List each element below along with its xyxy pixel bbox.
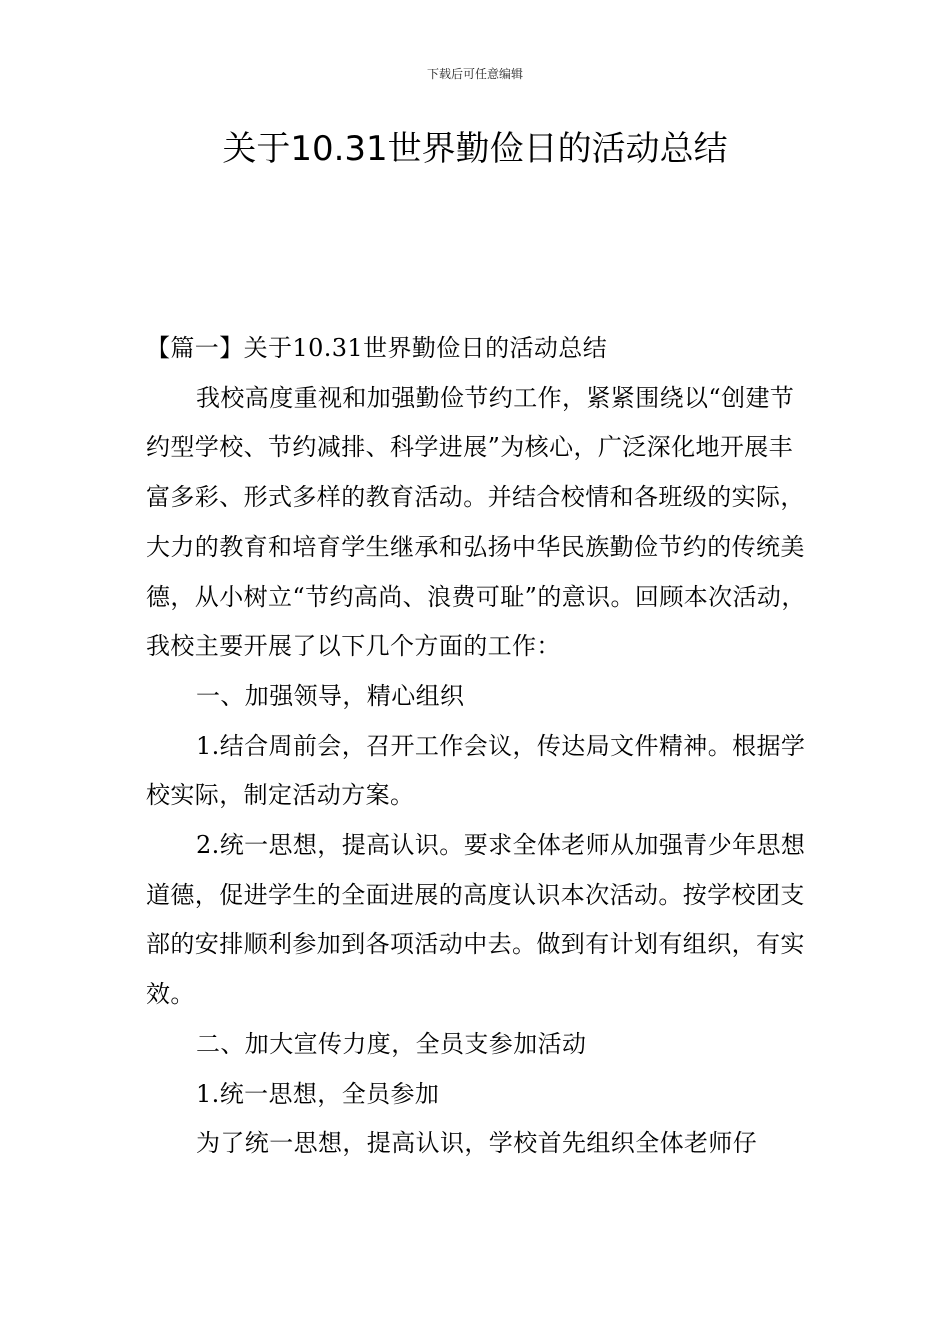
- paragraph: 1.统一思想，全员参加: [196, 1079, 440, 1108]
- document-body: [146, 324, 806, 1169]
- section-heading: 二、加大宣传力度，全员支参加活动: [196, 1029, 587, 1058]
- paragraph: 1.结合周前会，召开工作会议，传达局文件精神。根据学校实际，制定活动方案。: [146, 731, 806, 810]
- header-note: 下载后可任意编辑: [426, 67, 523, 81]
- paragraph: 2.统一思想，提高认识。要求全体老师从加强青少年思想道德，促进学生的全面进展的高度认识本次活动。按学校团支部的安排顺利参加到各项活动中去。做到有计划有组织，有实效。: [146, 831, 806, 1009]
- paragraph: 我校高度重视和加强勤俭节约工作，紧紧围绕以“创建节约型学校、节约减排、科学进展”为核心，广泛深化地开展丰富多彩、形式多样的教育活动。并结合校情和各班级的实际，大力的教育和培育学生继承和弘扬中华民族勤俭节约的传统美德，从小树立“节约高尚、浪费可耻”的意识。回顾本次活动，我校主要开展了以下几个方面的工作：: [146, 383, 806, 661]
- paragraph: 为了统一思想，提高认识，学校首先组织全体老师仔: [196, 1129, 758, 1158]
- paragraph: 【篇一】关于10.31世界勤俭日的活动总结: [146, 334, 608, 362]
- document-title: 关于10.31世界勤俭日的活动总结: [222, 129, 728, 169]
- section-heading: 一、加强领导，精心组织: [196, 681, 465, 710]
